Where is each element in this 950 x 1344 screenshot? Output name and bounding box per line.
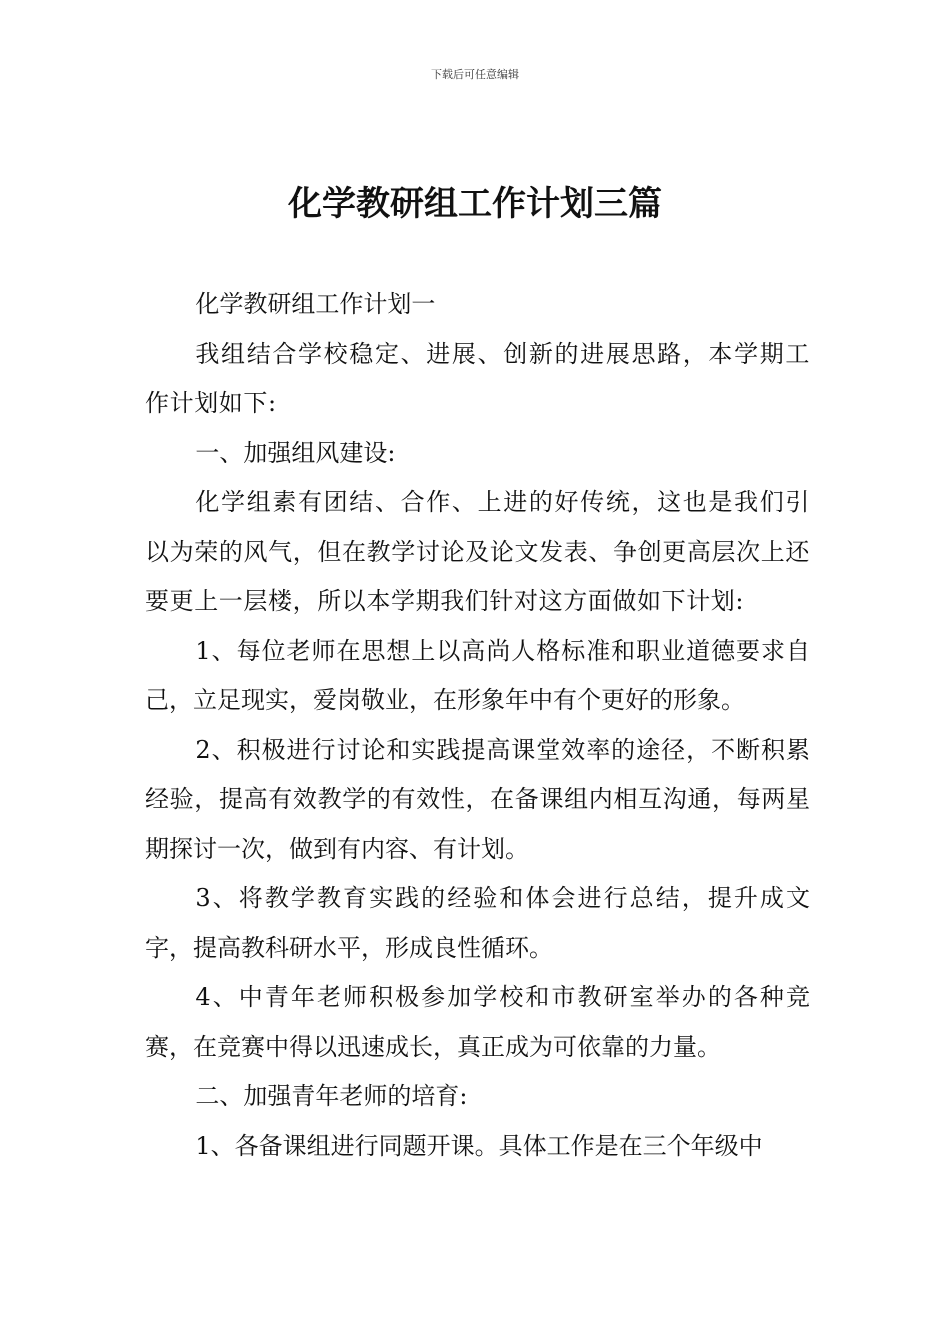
list-item-2: 2、积极进行讨论和实践提高课堂效率的途径，不断积累经验，提高有效教学的有效性，在备课组内相互沟通，每两星期探讨一次，做到有内容、有计划。	[145, 735, 810, 863]
document-body	[145, 280, 810, 1171]
list-item-4: 4、中青年老师积极参加学校和市教研室举办的各种竞赛，在竞赛中得以迅速成长，真正成为可依靠的力量。	[145, 983, 810, 1061]
list-item-3: 3、将教学教育实践的经验和体会进行总结，提升成文字，提高教科研水平，形成良性循环。	[145, 884, 810, 962]
list-item-1: 1、每位老师在思想上以高尚人格标准和职业道德要求自己，立足现实，爱岗敬业，在形象年中有个更好的形象。	[145, 636, 810, 714]
document-title: 化学教研组工作计划三篇	[288, 184, 662, 224]
header-note: 下载后可任意编辑	[431, 68, 519, 81]
intro-paragraph: 我组结合学校稳定、进展、创新的进展思路，本学期工作计划如下:	[145, 339, 810, 417]
section-heading-group-style: 一、加强组风建设:	[195, 438, 396, 467]
group-style-paragraph: 化学组素有团结、合作、上进的好传统，这也是我们引以为荣的风气，但在教学讨论及论文发表、争创更高层次上还要更上一层楼，所以本学期我们针对这方面做如下计划:	[145, 488, 810, 615]
section-heading-plan-one: 化学教研组工作计划一	[195, 290, 436, 318]
list-item-young-1: 1、各备课组进行同题开课。具体工作是在三个年级中	[195, 1131, 763, 1160]
section-heading-young-teachers: 二、加强青年老师的培育:	[195, 1082, 468, 1110]
